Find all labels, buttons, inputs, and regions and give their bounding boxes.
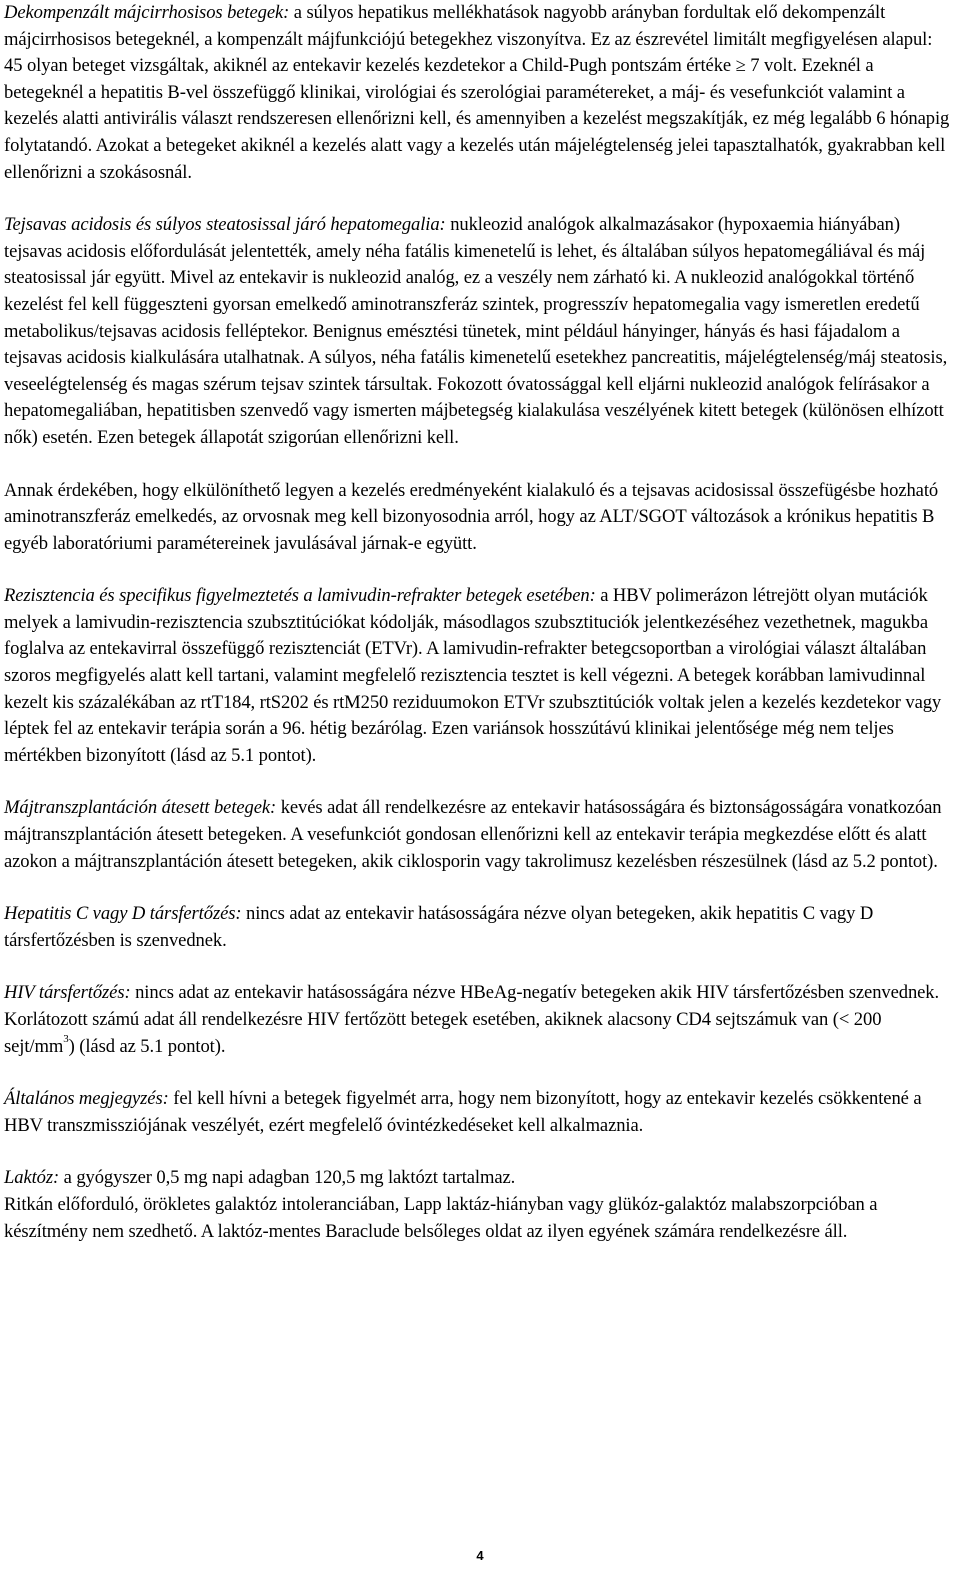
paragraph-text: a HBV polimerázon létrejött olyan mutációk melyek a lamivudin-rezisztencia szubsztitúciókat kódolják, másodlagos szubsztituciók jelentkezéséhez vezethetnek, magukba foglalva az entekavirral összefüggő rezisztenciát (ETVr). A lamivudin-refrakter betegcsoportban a virológiai választ általában szoros megfigyelés alatt kell tartani, valamint megfelelő rezisztencia tesztet is kell végezni. A betegek korábban lamivudinnal kezelt kis százalékában az rtT184, rtS202 és rtM250 reziduumokon ETVr szubsztitúciók voltak jelen a kezelés kezdetekor vagy léptek fel az entekavir terápia során a 96. hétig bezárólag. Ezen variánsok hosszútávú klinikai jelentősége még nem teljes mértékben bizonyított (lásd az 5.1 pontot). (4, 585, 942, 766)
paragraph-lead: HIV társfertőzés: (4, 982, 131, 1004)
paragraph-liver-transplant (4, 795, 954, 875)
paragraph-text: kevés adat áll rendelkezésre az entekavir hatásosságára és biztonságosságára vonatkozóan májtranszplantáción átesett betegeken. A vesefunkciót gondosan ellenőrizni kell az entekavir terápia megkezdése előtt és alatt azokon a májtranszplantáción átesett betegeken, akik ciklosporin vagy takrolimusz kezelésben részesülnek (lásd az 5.2 pontot). (4, 797, 942, 872)
page-number: 4 (476, 1548, 484, 1563)
paragraph-text: nincs adat az entekavir hatásosságára nézve HBeAg-negatív betegeken akik HIV társfertőzésben szenvednek. Korlátozott számú adat áll rendelkezésre HIV fertőzött betegek esetében, akiknek alacsony CD4 sejtszámuk van (< 200 sejt/mm (4, 982, 940, 1057)
paragraph-text: a súlyos hepatikus mellékhatások nagyobb arányban fordultak elő dekompenzált májcirrhosisos betegeknél, a kompenzált májfunkciójú betegekhez viszonyítva. Ez az észrevétel limitált megfigyelésen alapul: 45 olyan beteget vizsgáltak, akiknél az entekavir kezelés kezdetekor a Child-Pugh pontszám értéke ≥ 7 volt. Ezeknél a betegeknél a hepatitis B-vel összefüggő klinikai, virológiai és szerológiai paramétereket, a máj- és vesefunkciót valamint a kezelés alatti antivirális választ rendszeresen ellenőrizni kell, és amennyiben a kezelést megszakítják, ez még legalább 6 hónapig folytatandó. Azokat a betegeket akiknél a kezelés alatt vagy a kezelés után májelégtelenség jelei tapasztalhatók, gyakrabban kell ellenőrizni a szokásosnál. (4, 2, 950, 183)
paragraph-lead: Tejsavas acidosis és súlyos steatosissal járó hepatomegalia: (4, 214, 446, 236)
paragraph-text: nincs adat az entekavir hatásosságára nézve olyan betegeken, akik hepatitis C vagy D társfertőzésben is szenvednek. (4, 903, 874, 951)
paragraph-lead: Laktóz: (4, 1167, 60, 1189)
paragraph-lead: Hepatitis C vagy D társfertőzés: (4, 903, 242, 925)
paragraph-lead: Általános megjegyzés: (4, 1088, 169, 1110)
paragraph-general-note (4, 1086, 954, 1139)
paragraph-lead: Dekompenzált májcirrhosisos betegek: (4, 2, 290, 23)
paragraph-lactic-acidosis (4, 212, 954, 451)
paragraph-text: Ritkán előforduló, örökletes galaktóz intoleranciában, Lapp laktáz-hiányban vagy glükóz-galaktóz malabszorpcióban a készítmény nem szedhető. A laktóz-mentes Baraclude belsőleges oldat az ilyen egyének számára rendelkezésre áll. (4, 1193, 878, 1242)
paragraph-decompensated-cirrhosis (4, 0, 954, 186)
paragraph-lead: Rezisztencia és specifikus figyelmeztetés a lamivudin-refrakter betegek esetében: (4, 585, 596, 607)
paragraph-text-tail: ) (lásd az 5.1 pontot). (68, 1035, 226, 1057)
superscript: 3 (63, 1033, 69, 1046)
paragraph-galactose-intolerance (4, 1192, 954, 1245)
paragraph-text: Annak érdekében, hogy elkülöníthető legyen a kezelés eredményeként kialakuló és a tejsavas acidosissal összefügésbe hozható aminotranszferáz emelkedés, az orvosnak meg kell bizonyosodnia arról, hogy az ALT/SGOT változások a krónikus hepatitis B egyéb laboratóriumi paramétereinek javulásával járnak-e együtt. (4, 479, 939, 554)
paragraph-hiv (4, 980, 954, 1060)
paragraph-text: nukleozid analógok alkalmazásakor (hypoxaemia hiányában) tejsavas acidosis előfordulását jelentették, amely néha fatális kimenetelű is lehet, és általában súlyos hepatomegáliával és máj steatosissal jár együtt. Mivel az entekavir is nukleozid analóg, ez a veszély nem zárható ki. A nukleozid analógokkal történő kezelést fel kell függeszteni gyorsan emelkedő aminotranszferáz szintek, progresszív hepatomegalia vagy ismeretlen eredetű metabolikus/tejsavas acidosis felléptekor. Benignus emésztési tünetek, mint például hányinger, hányás és hasi fájadalom a tejsavas acidosis kialkulására utalhatnak. A súlyos, néha fatális kimenetelű esetekhez pancreatitis, májelégtelenség/máj steatosis, veseelégtelenség és magas szérum tejsav szintek társultak. Fokozott óvatossággal kell eljárni nukleozid analógok felírásakor a hepatomegaliában, hepatitisben szenvedő vagy ismerten májbetegség kialakulása veszélyének kitett betegek (különösen elhízott nők) esetén. Ezen betegek állapotát szigorúan ellenőrizni kell. (4, 214, 948, 448)
paragraph-lactose (4, 1165, 954, 1192)
paragraph-hepatitis-cd (4, 901, 954, 954)
paragraph-resistance (4, 583, 954, 769)
paragraph-text: a gyógyszer 0,5 mg napi adagban 120,5 mg laktózt tartalmaz. (59, 1167, 516, 1189)
paragraph-text: fel kell hívni a betegek figyelmét arra, hogy nem bizonyított, hogy az entekavir kezelés csökkentené a HBV transzmissziójának veszélyét, ezért megfelelő óvintézkedéseket kell alkalmaznia. (4, 1088, 922, 1136)
paragraph-aminotransferase (4, 478, 954, 558)
document-page (4, 0, 954, 1245)
paragraph-lead: Májtranszplantáción átesett betegek: (4, 797, 277, 819)
